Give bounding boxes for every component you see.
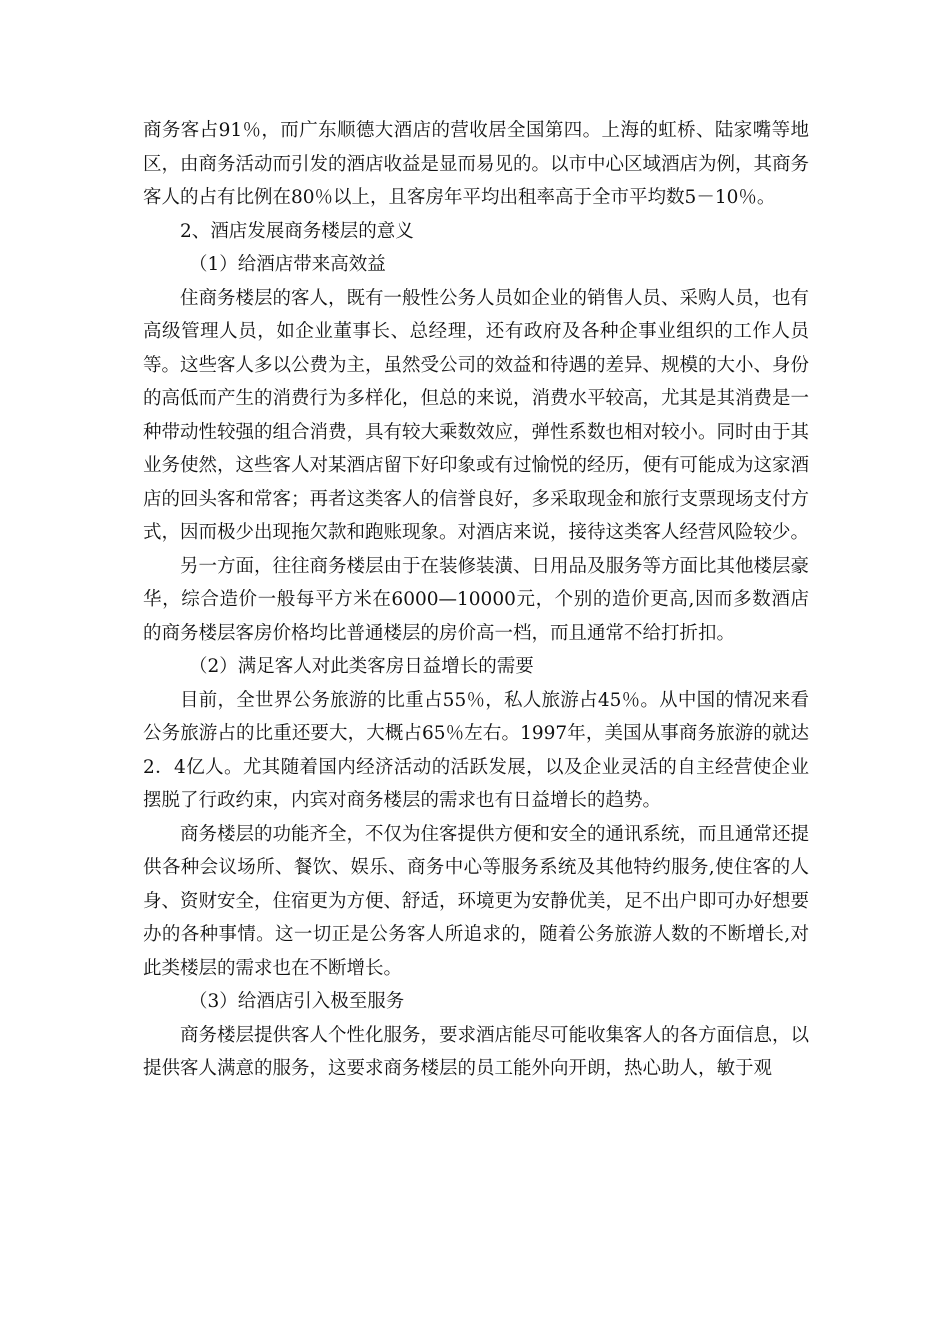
document-page	[143, 114, 809, 1086]
paragraph-personalized-service: 商务楼层提供客人个性化服务，要求酒店能尽可能收集客人的各方面信息，以提供客人满意的服务，这要求商务楼层的员工能外向开朗，热心助人，敏于观	[143, 1024, 810, 1079]
paragraph-guest-profile: 住商务楼层的客人，既有一般性公务人员如企业的销售人员、采购人员，也有高级管理人员，如企业董事长、总经理，还有政府及各种企事业组织的工作人员等。这些客人多以公费为主，虽然受公司的效益和待遇的差异、规模的大小、身份的高低而产生的消费行为多样化，但总的来说，消费水平较高，尤其是其消费是一种带动性较强的组合消费，具有较大乘数效应，弹性系数也相对较小。同时由于其业务使然，这些客人对某酒店留下好印象或有过愉悦的经历，便有可能成为这家酒店的回头客和常客；再者这类客人的信誉良好，多采取现金和旅行支票现场支付方式，因而极少出现拖欠款和跑账现象。对酒店来说，接待这类客人经营风险较少。	[143, 287, 810, 543]
subheading-growing-demand: （2）满足客人对此类客房日益增长的需要	[189, 656, 534, 677]
subheading-ultimate-service: （3）给酒店引入极至服务	[189, 991, 405, 1012]
paragraph-business-guest-share: 商务客占91％，而广东顺德大酒店的营收居全国第四。上海的虹桥、陆家嘴等地区，由商务活动而引发的酒店收益是显而易见的。以市中心区域酒店为例，其商务客人的占有比例在80％以上，且客房年平均出租率高于全市平均数5－10％。	[143, 120, 810, 208]
subheading-high-benefit: （1）给酒店带来高效益	[189, 254, 386, 275]
paragraph-room-pricing: 另一方面，往往商务楼层由于在装修装潢、日用品及服务等方面比其他楼层豪华，综合造价一般每平方米在6000—10000元，个别的造价更高,因而多数酒店的商务楼层客房价格均比普通楼层的房价高一档，而且通常不给打折扣。	[143, 555, 810, 644]
section-heading-significance: 2、酒店发展商务楼层的意义	[180, 220, 414, 242]
paragraph-floor-functions: 商务楼层的功能齐全，不仅为住客提供方便和安全的通讯系统，而且通常还提供各种会议场所、餐饮、娱乐、商务中心等服务系统及其他特约服务,使住客的人身、资财安全，住宿更为方便、舒适，环境更为安静优美，足不出户即可办好想要办的各种事情。这一切正是公务客人所追求的，随着公务旅游人数的不断增长,对此类楼层的需求也在不断增长。	[143, 823, 810, 979]
paragraph-travel-statistics: 目前，全世界公务旅游的比重占55％，私人旅游占45％。从中国的情况来看公务旅游占的比重还要大，大概占65％左右。1997年，美国从事商务旅游的就达2．4亿人。尤其随着国内经济活动的活跃发展，以及企业灵活的自主经营使企业摆脱了行政约束，内宾对商务楼层的需求也有日益增长的趋势。	[143, 689, 809, 811]
